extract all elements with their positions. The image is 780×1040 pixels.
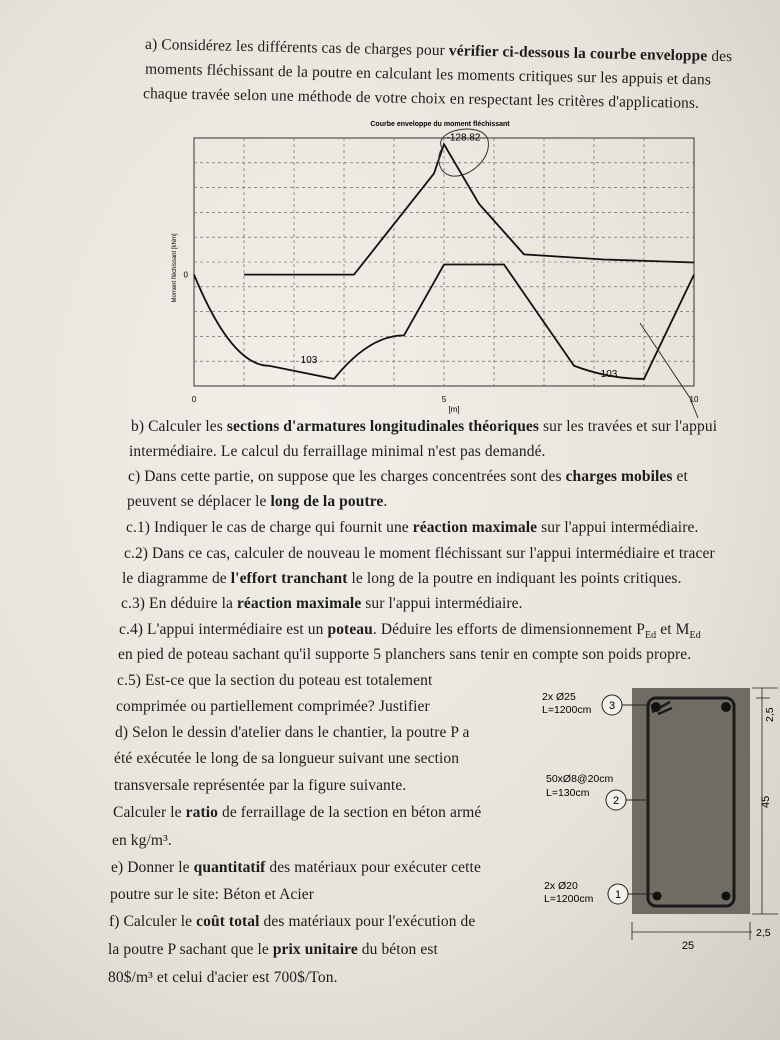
question-c-line2 — [127, 493, 387, 511]
bar1-label1: 2x Ø20 — [544, 880, 578, 892]
text-span: c.4) L'appui intermédiaire est un — [119, 621, 328, 638]
bold-span: sections d'armatures longitudinales théoriques — [226, 418, 540, 435]
text-span: des matériaux pour exécuter cette — [265, 859, 481, 876]
question-a-line3: chaque travée selon une méthode de votre choix en respectant les critères d'applications. — [142, 85, 700, 112]
concrete-section — [632, 688, 750, 914]
text-span: du béton est — [357, 941, 438, 958]
bar1-label2: L=1200cm — [544, 893, 594, 905]
question-c2-line2 — [122, 570, 682, 588]
text-span: le long de la poutre en indiquant les points critiques. — [347, 570, 682, 587]
dim-height: 45 — [760, 795, 772, 808]
text-span: c) Dans cette partie, on suppose que les charges concentrées sont des — [128, 468, 566, 485]
dim-cover-bottom: 2,5 — [756, 927, 771, 939]
text-span: e) Donner le — [111, 859, 194, 876]
top-bar-left — [651, 702, 661, 712]
chart-ylabel: Moment fléchissant [kNm] — [172, 233, 178, 303]
x-tick-label: 5 — [441, 395, 447, 404]
text-span: le diagramme de — [122, 570, 231, 587]
y-tick-label: 0 — [183, 270, 188, 280]
data-label: 103 — [600, 368, 618, 380]
text-span: b) Calculer les — [131, 418, 227, 435]
bold-span: l'effort tranchant — [230, 570, 348, 587]
chart-title: Courbe enveloppe du moment fléchissant — [370, 121, 510, 128]
text-span: . — [383, 493, 388, 510]
bold-span: charges mobiles — [565, 468, 673, 485]
question-d-line2: été exécutée le long de sa longueur suivant une section — [114, 750, 460, 767]
bold-span: quantitatif — [193, 859, 266, 876]
bold-span: vérifier ci-dessous la courbe enveloppe — [448, 42, 708, 65]
bold-span: coût total — [196, 913, 260, 930]
bold-span: long de la poutre — [270, 493, 384, 510]
text-span: la poutre P sachant que le — [108, 941, 273, 958]
moment-envelope-chart — [170, 118, 710, 418]
bar3-label1: 2x Ø25 — [542, 691, 576, 703]
data-label: -128.82 — [446, 132, 481, 144]
data-label: 103 — [300, 354, 318, 366]
bold-span: réaction maximale — [412, 519, 538, 536]
question-d-line1: d) Selon le dessin d'atelier dans le chantier, la poutre P a — [115, 724, 470, 741]
text-span: sur les travées et sur l'appui — [539, 418, 718, 435]
subscript: Ed — [644, 630, 657, 642]
question-c5-line1: c.5) Est-ce que la section du poteau est totalement — [117, 672, 433, 689]
dim-width: 25 — [681, 940, 695, 952]
bottom-bar-right — [722, 892, 731, 901]
question-c1-line1 — [126, 519, 698, 537]
text-span: peuvent se déplacer le — [127, 493, 271, 510]
question-a-line2: moments fléchissant de la poutre en calculant les moments critiques sur les appuis et dans — [144, 60, 712, 89]
chart-grid — [194, 138, 694, 386]
bar1-mark: 1 — [614, 889, 622, 901]
question-c5-line2: comprimée ou partiellement comprimée? Justifier — [116, 698, 430, 715]
question-c-line1 — [128, 468, 688, 486]
text-span: c.1) Indiquer le cas de charge qui fournit une — [126, 519, 413, 536]
series-line-2 — [244, 144, 694, 274]
stirrup-label2: L=130cm — [546, 787, 590, 799]
question-d-line5: en kg/m³. — [112, 832, 172, 849]
question-f-line3: 80$/m³ et celui d'acier est 700$/Ton. — [108, 969, 338, 986]
question-c2-line1: c.2) Dans ce cas, calculer de nouveau le moment fléchissant sur l'appui intermédiaire et tracer — [124, 545, 715, 562]
x-tick-label: 0 — [191, 395, 197, 404]
bold-span: réaction maximale — [236, 595, 362, 612]
beam-cross-section-drawing — [530, 660, 780, 960]
bar3-mark: 3 — [608, 700, 616, 712]
stirrup-label1: 50xØ8@20cm — [546, 773, 614, 785]
chart-xlabel: [m] — [448, 405, 460, 414]
text-span: a) Considérez les différents cas de charges pour — [144, 35, 450, 60]
text-span: c.3) En déduire la — [121, 595, 237, 612]
text-span: et M — [656, 621, 690, 638]
text-span: des — [707, 47, 733, 66]
question-d-line4 — [113, 804, 481, 822]
question-f-line1 — [109, 913, 475, 931]
question-e-line1 — [111, 859, 481, 877]
text-span: sur l'appui intermédiaire. — [361, 595, 523, 612]
question-d-line3: transversale représentée par la figure suivante. — [114, 777, 407, 794]
question-c4-line1 — [119, 621, 701, 641]
x-tick-label: 10 — [689, 395, 699, 404]
bold-span: ratio — [185, 804, 218, 821]
bold-span: poteau — [327, 621, 373, 638]
text-span: f) Calculer le — [109, 913, 197, 930]
text-span: des matériaux pour l'exécution de — [259, 913, 476, 930]
dim-cover-top: 2,5 — [764, 707, 776, 722]
text-span: et — [672, 468, 688, 485]
bold-span: prix unitaire — [272, 941, 358, 958]
question-b-line2: intermédiaire. Le calcul du ferraillage minimal n'est pas demandé. — [129, 443, 546, 460]
question-e-line2: poutre sur le site: Béton et Acier — [110, 886, 314, 903]
question-f-line2 — [108, 941, 438, 959]
stirrup-mark: 2 — [612, 795, 620, 807]
top-bar-right — [721, 702, 731, 712]
chart-ticks — [184, 271, 699, 404]
text-span: de ferraillage de la section en béton armé — [218, 804, 482, 821]
text-span: Calculer le — [113, 804, 186, 821]
subscript: Ed — [689, 630, 701, 642]
question-b-line1 — [131, 418, 717, 436]
question-c3-line1 — [121, 595, 523, 613]
text-span: . Déduire les efforts de dimensionnement P — [372, 621, 645, 638]
bar3-label2: L=1200cm — [542, 704, 592, 716]
text-span: sur l'appui intermédiaire. — [537, 519, 699, 536]
question-c4-line2: en pied de poteau sachant qu'il supporte 5 planchers sans tenir en compte son poids propre. — [118, 646, 692, 663]
bottom-bar-left — [653, 892, 662, 901]
